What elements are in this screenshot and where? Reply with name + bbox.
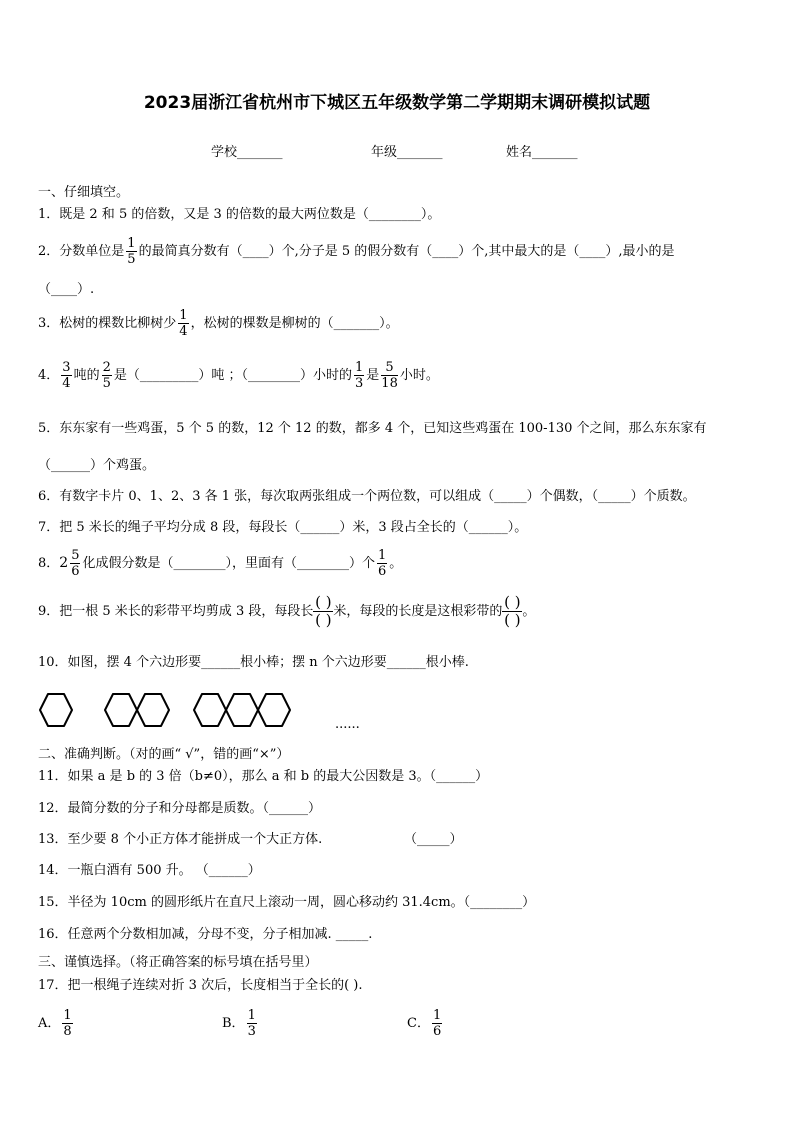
option-c[interactable]: C． $\frac{1}{6}$ <box>407 1008 442 1039</box>
fraction: $\frac{5}{18}$ <box>381 360 398 391</box>
hexagon-2a <box>105 694 137 726</box>
fraction: $\frac{2}{5}$ <box>102 360 111 391</box>
blank-fraction[interactable]: ( ) ( ) <box>315 593 332 629</box>
hexagon-3a <box>194 694 226 726</box>
question-2-continued: （____）. <box>38 282 95 297</box>
fraction: $\frac{1}{5}$ <box>127 236 136 267</box>
section-multiple-choice: 三、谨慎选择。（将正确答案的标号填在括号里） <box>38 955 318 970</box>
fraction: $\frac{5}{6}$ <box>71 548 80 579</box>
section-true-false: 二、准确判断。（对的画“ √”，错的画“×”） <box>38 747 290 762</box>
fraction: $\frac{1}{3}$ <box>355 360 364 391</box>
ellipsis: ...... <box>335 717 360 732</box>
question-4: 4． $\frac{3}{4}$ 吨的 $\frac{2}{5}$ 是（_________）吨 ；（________）小时的 $\frac{1}{3}$ 是 $\frac{5}{18}$ 小时。 <box>38 360 439 391</box>
question-17: 17．把一根绳子连续对折 3 次后，长度相当于全长的( ). <box>38 978 363 993</box>
section-fill-in: 一、仔细填空。 <box>38 185 130 200</box>
school-field[interactable] <box>211 141 283 160</box>
question-14: 14．一瓶白酒有 500 升。 （______） <box>38 863 261 878</box>
fraction: $\frac{1}{3}$ <box>247 1008 256 1039</box>
hexagon-3c <box>258 694 290 726</box>
question-12: 12．最简分数的分子和分母都是质数。（______） <box>38 801 322 816</box>
name-field[interactable] <box>506 141 578 160</box>
question-11: 11．如果 a 是 b 的 3 倍（b≠0），那么 a 和 b 的最大公因数是 3。（______） <box>38 769 489 784</box>
fraction: $\frac{3}{4}$ <box>62 360 71 391</box>
school-blank: _______ <box>237 145 283 160</box>
grade-field[interactable] <box>371 141 443 160</box>
fraction: $\frac{1}{4}$ <box>179 308 188 339</box>
hexagon-figures <box>36 688 296 732</box>
fraction: $\frac{1}{8}$ <box>63 1008 72 1039</box>
fraction: $\frac{1}{6}$ <box>432 1008 442 1039</box>
school-label: 学校 <box>211 145 238 160</box>
question-16: 16．任意两个分数相加减，分母不变，分子相加减. _____. <box>38 927 373 942</box>
grade-blank: _______ <box>397 145 443 160</box>
question-8: 8．2 $\frac{5}{6}$ 化成假分数是（________），里面有（________）个 $\frac{1}{6}$ 。 <box>38 548 403 579</box>
question-1: 1．既是 2 和 5 的倍数，又是 3 的倍数的最大两位数是（________）。 <box>38 207 441 222</box>
question-10: 10．如图，摆 4 个六边形要______根小棒；摆 n 个六边形要______根小棒. <box>38 655 469 670</box>
question-9: 9．把一根 5 米长的彩带平均剪成 3 段，每段长 ( ) ( ) 米，每段的长度是这根彩带的 ( ) ( ) 。 <box>38 593 536 629</box>
question-13-blank[interactable]: （_____） <box>404 832 463 847</box>
blank-fraction[interactable]: ( ) ( ) <box>504 593 521 629</box>
question-2: 2．分数单位是 $\frac{1}{5}$ 的最简真分数有（____）个,分子是 5 的假分数有（____）个,其中最大的是（____）,最小的是 <box>38 236 675 267</box>
question-5: 5．东东家有一些鸡蛋，5 个 5 的数，12 个 12 的数，都多 4 个，已知这些鸡蛋在 100-130 个之间，那么东东家有 <box>38 421 707 436</box>
question-7: 7．把 5 米长的绳子平均分成 8 段，每段长（______）米，3 段占全长的（______）。 <box>38 520 528 535</box>
question-5-continued: （______）个鸡蛋。 <box>38 458 156 473</box>
question-3: 3．松树的棵数比柳树少 $\frac{1}{4}$ ，松树的棵数是柳树的（_______）。 <box>38 308 399 339</box>
grade-label: 年级 <box>371 145 398 160</box>
question-15: 15．半径为 10cm 的圆形纸片在直尺上滚动一周，圆心移动约 31.4cm。（________） <box>38 895 536 910</box>
question-13: 13．至少要 8 个小正方体才能拼成一个大正方体. <box>38 832 323 847</box>
fraction: $\frac{1}{6}$ <box>378 548 387 579</box>
option-a[interactable]: A． $\frac{1}{8}$ <box>38 1008 72 1039</box>
hexagon-1 <box>40 694 72 726</box>
name-blank: _______ <box>532 145 578 160</box>
page-title: 2023届浙江省杭州市下城区五年级数学第二学期期末调研模拟试题 <box>143 93 651 113</box>
hexagon-3b <box>226 694 258 726</box>
hexagon-2b <box>137 694 169 726</box>
question-6: 6．有数字卡片 0、1、2、3 各 1 张，每次取两张组成一个两位数，可以组成（_____）个偶数，（_____）个质数。 <box>38 489 696 504</box>
name-label: 姓名 <box>506 145 533 160</box>
option-b[interactable]: B． $\frac{1}{3}$ <box>222 1008 256 1039</box>
